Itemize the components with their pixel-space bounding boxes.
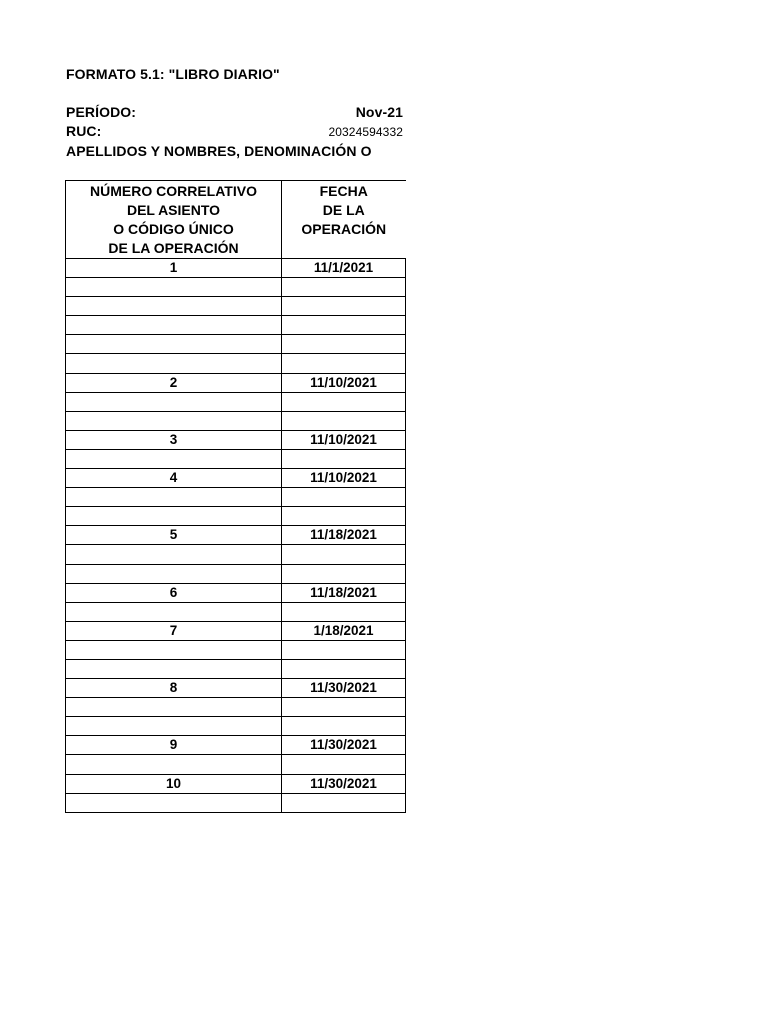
cell-fecha-operacion [282,545,406,564]
cell-numero-correlativo [66,507,282,526]
table-header-row [66,181,406,259]
cell-numero-correlativo [66,717,282,736]
table-row [66,564,406,583]
cell-fecha-operacion [282,488,406,507]
cell-numero-correlativo [66,659,282,678]
cell-numero-correlativo: 9 [66,736,282,755]
header-line: DE LA OPERACIÓN [108,240,239,256]
cell-numero-correlativo [66,793,282,812]
cell-numero-correlativo [66,411,282,430]
periodo-value: Nov-21 [355,104,403,120]
cell-fecha-operacion [282,507,406,526]
header-line: O CÓDIGO ÚNICO [113,221,234,237]
cell-fecha-operacion: 11/18/2021 [282,583,406,602]
cell-numero-correlativo: 8 [66,679,282,698]
table-row [66,469,406,488]
cell-fecha-operacion: 11/30/2021 [282,679,406,698]
table-row [66,602,406,621]
table-row [66,545,406,564]
cell-fecha-operacion [282,602,406,621]
periodo-label: PERÍODO: [66,104,137,120]
cell-fecha-operacion [282,640,406,659]
table-row [66,373,406,392]
table-row [66,659,406,678]
table-row [66,507,406,526]
cell-fecha-operacion: 11/10/2021 [282,430,406,449]
cell-fecha-operacion: 11/30/2021 [282,736,406,755]
cell-numero-correlativo [66,640,282,659]
table-row [66,679,406,698]
table-row [66,583,406,602]
cell-numero-correlativo [66,335,282,354]
cell-numero-correlativo: 10 [66,774,282,793]
cell-numero-correlativo [66,564,282,583]
column-header-fecha-operacion [282,181,406,259]
header-line: FECHA [319,183,368,199]
cell-numero-correlativo [66,755,282,774]
cell-fecha-operacion [282,793,406,812]
cell-numero-correlativo [66,392,282,411]
document-title: FORMATO 5.1: "LIBRO DIARIO" [66,66,280,82]
cell-numero-correlativo: 6 [66,583,282,602]
cell-numero-correlativo [66,602,282,621]
cell-numero-correlativo: 3 [66,430,282,449]
header-line: DEL ASIENTO [126,202,221,218]
header-line: NÚMERO CORRELATIVO [90,183,257,199]
cell-fecha-operacion [282,717,406,736]
table-row [66,335,406,354]
cell-numero-correlativo [66,316,282,335]
cell-fecha-operacion [282,297,406,316]
libro-diario-table [65,180,406,813]
table-row [66,259,406,278]
table-row [66,411,406,430]
cell-fecha-operacion: 11/10/2021 [282,373,406,392]
table-row [66,717,406,736]
cell-fecha-operacion: 11/1/2021 [282,259,406,278]
cell-numero-correlativo: 7 [66,621,282,640]
table-row [66,774,406,793]
cell-fecha-operacion [282,411,406,430]
cell-numero-correlativo: 1 [66,259,282,278]
table-row [66,297,406,316]
cell-fecha-operacion: 11/30/2021 [282,774,406,793]
header-line: OPERACIÓN [301,221,387,237]
table-row [66,526,406,545]
cell-numero-correlativo [66,488,282,507]
cell-numero-correlativo [66,297,282,316]
table-row [66,430,406,449]
table-row [66,354,406,373]
table-row [66,736,406,755]
column-header-numero-correlativo [66,181,282,259]
cell-numero-correlativo [66,354,282,373]
table-row [66,640,406,659]
cell-fecha-operacion [282,354,406,373]
cell-numero-correlativo [66,449,282,468]
cell-fecha-operacion: 11/18/2021 [282,526,406,545]
cell-fecha-operacion [282,755,406,774]
table-row [66,755,406,774]
cell-fecha-operacion [282,564,406,583]
cell-fecha-operacion: 1/18/2021 [282,621,406,640]
cell-numero-correlativo: 4 [66,469,282,488]
cell-fecha-operacion [282,278,406,297]
table-row [66,278,406,297]
table-row [66,488,406,507]
table-row [66,698,406,717]
table-row [66,621,406,640]
ruc-value: 20324594332 [328,125,403,139]
table-row [66,449,406,468]
table-row [66,392,406,411]
cell-numero-correlativo: 5 [66,526,282,545]
cell-numero-correlativo [66,698,282,717]
ruc-label: RUC: [66,123,102,139]
cell-fecha-operacion [282,659,406,678]
header-line: DE LA [322,202,365,218]
cell-fecha-operacion [282,335,406,354]
cell-fecha-operacion: 11/10/2021 [282,469,406,488]
cell-fecha-operacion [282,392,406,411]
cell-numero-correlativo [66,278,282,297]
table-row [66,793,406,812]
cell-numero-correlativo [66,545,282,564]
razon-social-label: APELLIDOS Y NOMBRES, DENOMINACIÓN O [66,143,372,159]
cell-fecha-operacion [282,698,406,717]
table-row [66,316,406,335]
table-body [66,259,406,813]
cell-numero-correlativo: 2 [66,373,282,392]
cell-fecha-operacion [282,449,406,468]
cell-fecha-operacion [282,316,406,335]
